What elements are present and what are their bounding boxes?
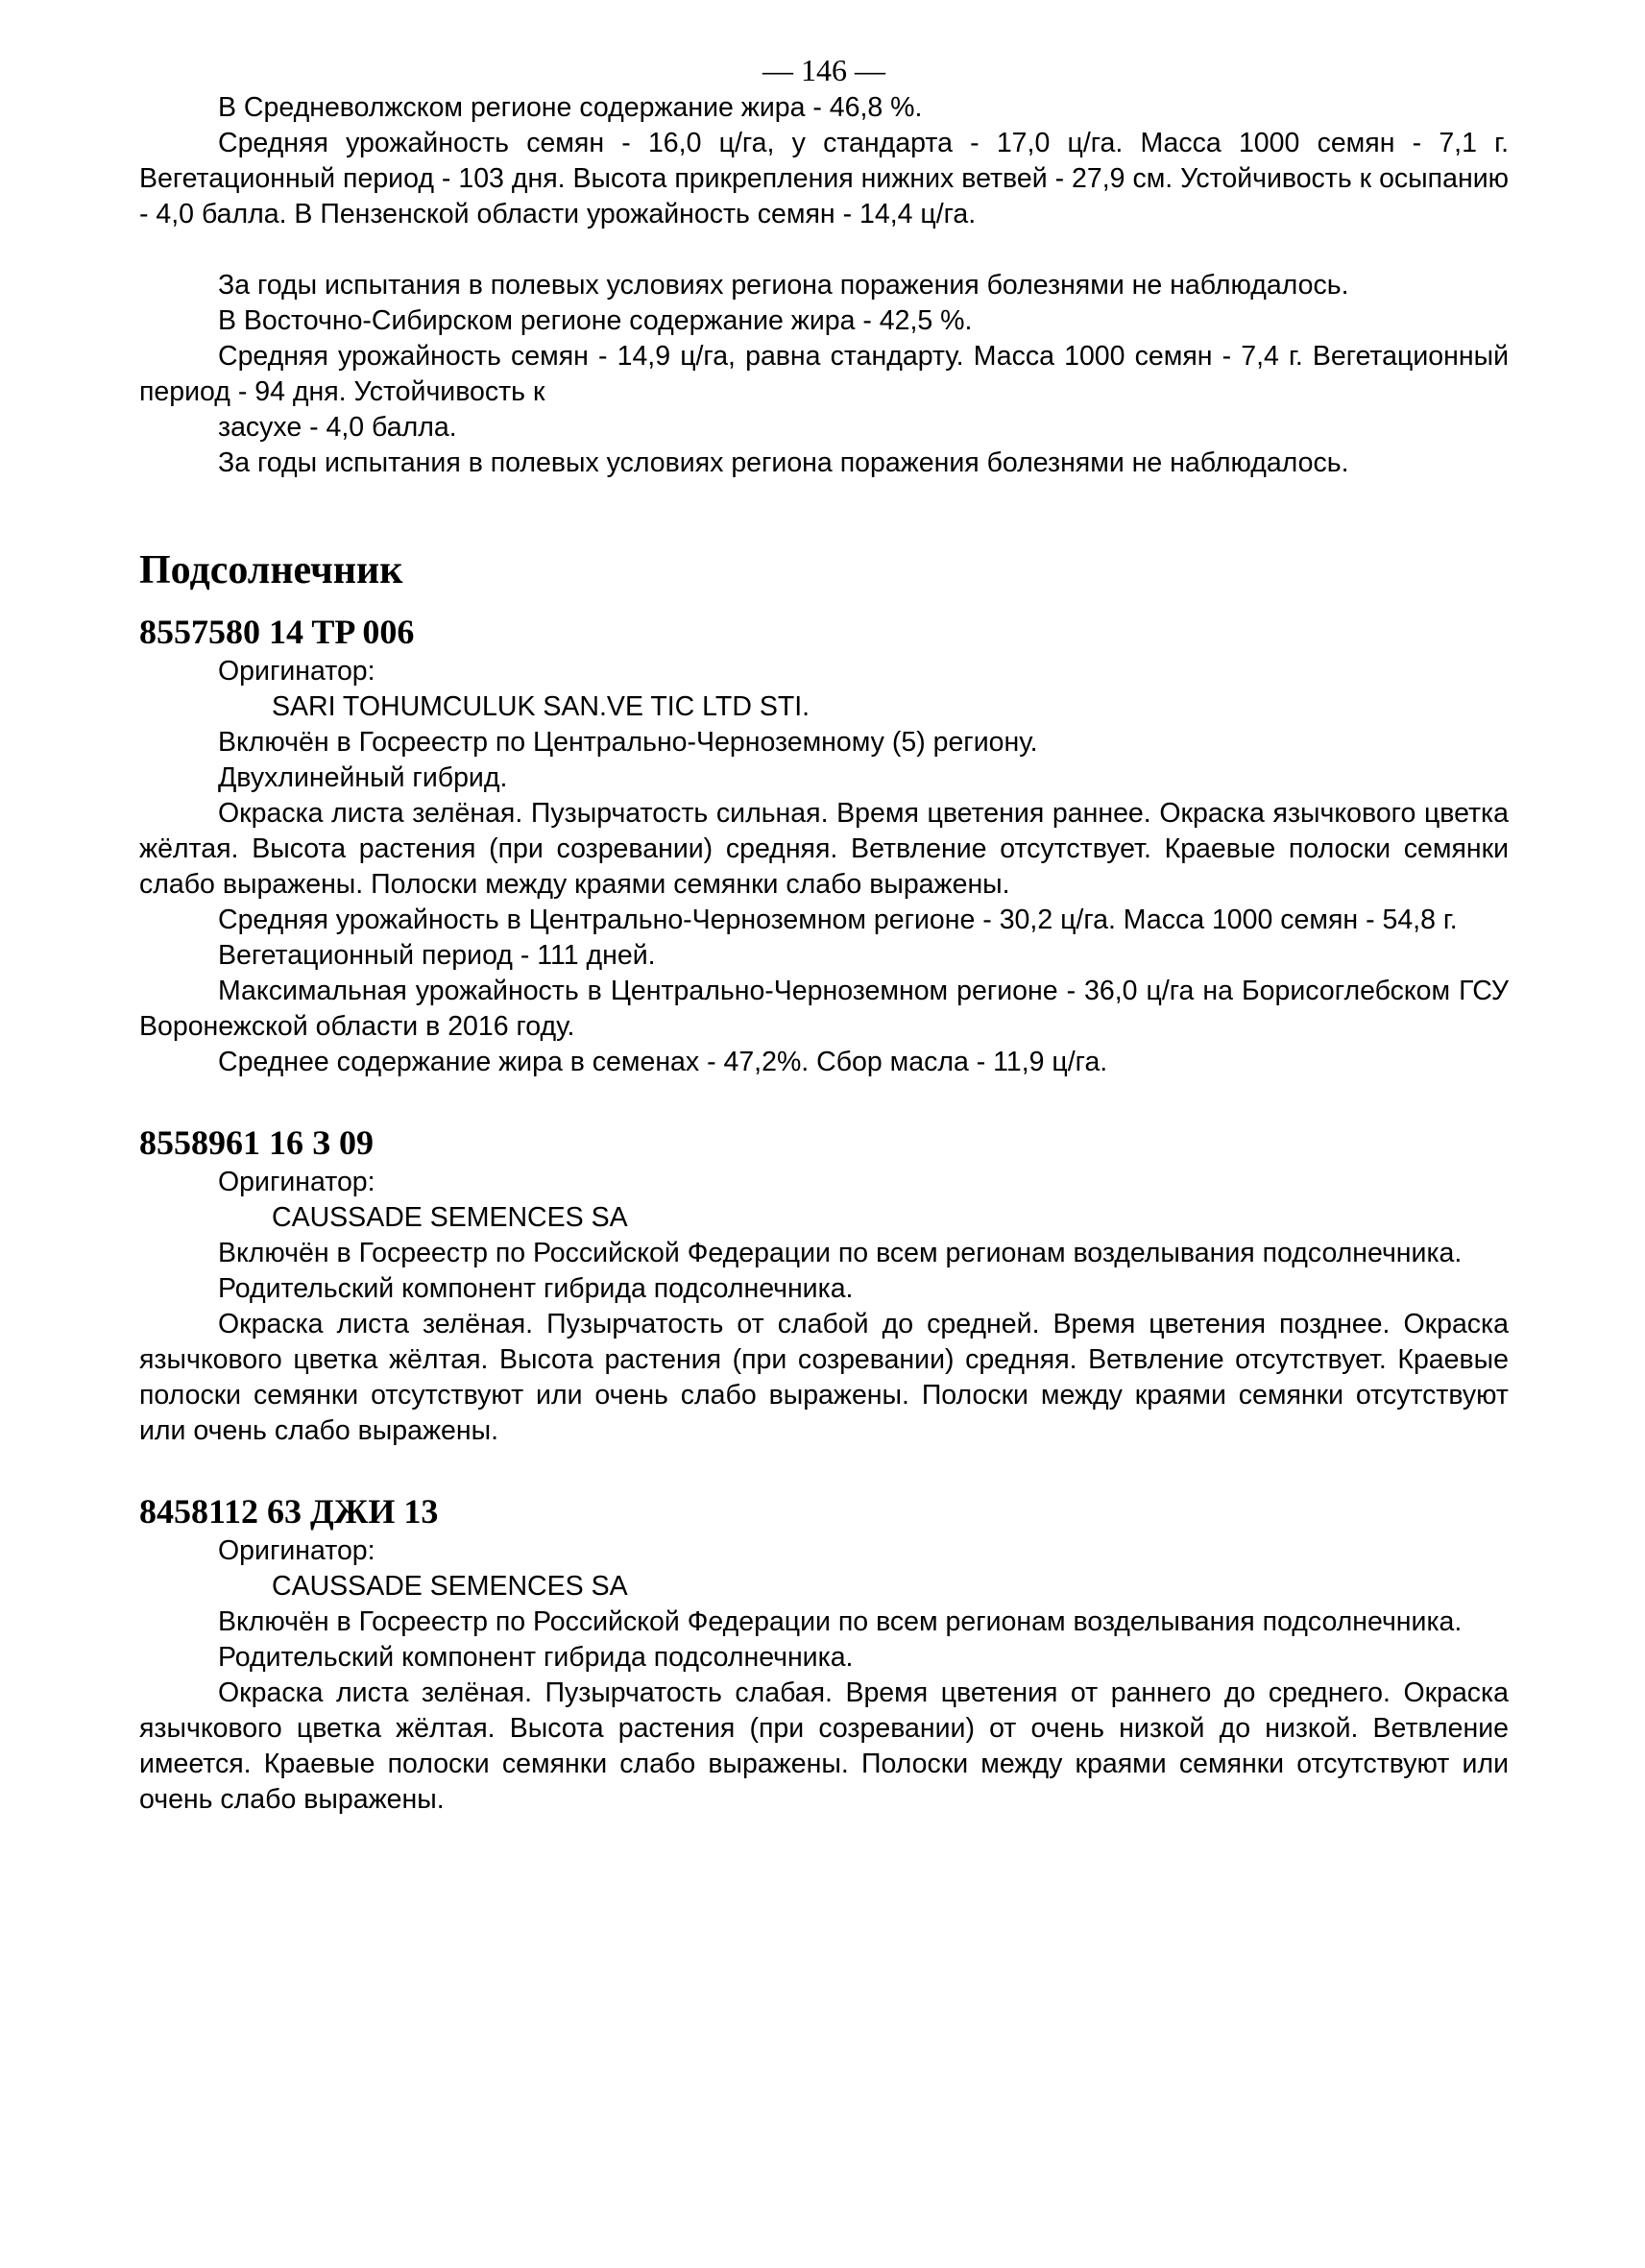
- paragraph: Включён в Госреестр по Российской Федерации по всем регионам возделывания подсолнечника.: [218, 1238, 1463, 1268]
- paragraph: Средняя урожайность семян - 14,9 ц/га, равна стандарту. Масса 1000 семян - 7,4 г. Вегетационный период - 94 дня. Устойчивость к: [139, 341, 1509, 407]
- variety-entry: [139, 610, 1509, 1080]
- paragraph: засухе - 4,0 балла.: [218, 412, 457, 443]
- paragraph: За годы испытания в полевых условиях региона поражения болезнями не наблюдалось.: [218, 270, 1349, 301]
- variety-title: 8558961 16 З 09: [139, 1123, 375, 1162]
- originator-label: Оригинатор:: [218, 656, 375, 687]
- intro-block: [139, 90, 1509, 481]
- originator-label: Оригинатор:: [218, 1167, 375, 1197]
- paragraph: В Средневолжском регионе содержание жира - 46,8 %.: [218, 92, 923, 123]
- paragraph: Окраска листа зелёная. Пузырчатость слабая. Время цветения от раннего до среднего. Окраска язычкового цветка жёлтая. Высота растения (при созревании) от очень низкой до низкой. Ветвление имеется. Краевые полоски семянки слабо выражены. Полоски между краями семянки отсутствуют или очень слабо выражены.: [139, 1677, 1509, 1815]
- paragraph: Вегетационный период - 111 дней.: [218, 940, 656, 971]
- paragraph: Родительский компонент гибрида подсолнечника.: [218, 1273, 854, 1304]
- paragraph: Двухлинейный гибрид.: [218, 762, 508, 793]
- paragraph: Включён в Госреестр по Центрально-Черноземному (5) региону.: [218, 727, 1038, 758]
- originator-name: CAUSSADE SEMENCES SA: [272, 1571, 628, 1602]
- paragraph: Окраска листа зелёная. Пузырчатость сильная. Время цветения раннее. Окраска язычкового цветка жёлтая. Высота растения (при созревании) средняя. Ветвление отсутствует. Краевые полоски семянки слабо выражены. Полоски между краями семянки слабо выражены.: [139, 798, 1509, 900]
- paragraph: Среднее содержание жира в семенах - 47,2%. Сбор масла - 11,9 ц/га.: [218, 1047, 1108, 1077]
- variety-title: 8458112 63 ДЖИ 13: [139, 1492, 439, 1531]
- paragraph: В Восточно-Сибирском регионе содержание жира - 42,5 %.: [218, 305, 973, 336]
- variety-entry: [139, 1489, 1509, 1818]
- document-page: [139, 50, 1509, 1818]
- paragraph: Максимальная урожайность в Центрально-Черноземном регионе - 36,0 ц/га на Борисоглебском ГСУ Воронежской области в 2016 году.: [139, 976, 1509, 1042]
- originator-name: CAUSSADE SEMENCES SA: [272, 1202, 628, 1233]
- variety-entry: [139, 1121, 1509, 1449]
- paragraph: Включён в Госреестр по Российской Федерации по всем регионам возделывания подсолнечника.: [218, 1606, 1463, 1637]
- originator-name: SARI TOHUMCULUK SAN.VE TIC LTD STI.: [272, 691, 810, 722]
- paragraph: Средняя урожайность в Центрально-Черноземном регионе - 30,2 ц/га. Масса 1000 семян - 54,8 г.: [218, 905, 1458, 935]
- paragraph: Родительский компонент гибрида подсолнечника.: [218, 1642, 854, 1673]
- paragraph: За годы испытания в полевых условиях региона поражения болезнями не наблюдалось.: [218, 447, 1349, 478]
- page-number: — 146 —: [762, 53, 885, 87]
- originator-label: Оригинатор:: [218, 1535, 375, 1566]
- paragraph: Окраска листа зелёная. Пузырчатость от слабой до средней. Время цветения позднее. Окраска язычкового цветка жёлтая. Высота растения (при созревании) средняя. Ветвление отсутствует. Краевые полоски семянки отсутствуют или очень слабо выражены. Полоски между краями семянки отсутствуют или очень слабо выражены.: [139, 1309, 1509, 1446]
- variety-title: 8557580 14 TP 006: [139, 613, 415, 651]
- section-title: Подсолнечник: [139, 548, 403, 592]
- paragraph: Средняя урожайность семян - 16,0 ц/га, у стандарта - 17,0 ц/га. Масса 1000 семян - 7,1 г. Вегетационный период - 103 дня. Высота прикрепления нижних ветвей - 27,9 см. Устойчивость к осыпанию - 4,0 балла. В Пензенской области урожайность семян - 14,4 ц/га.: [139, 128, 1509, 229]
